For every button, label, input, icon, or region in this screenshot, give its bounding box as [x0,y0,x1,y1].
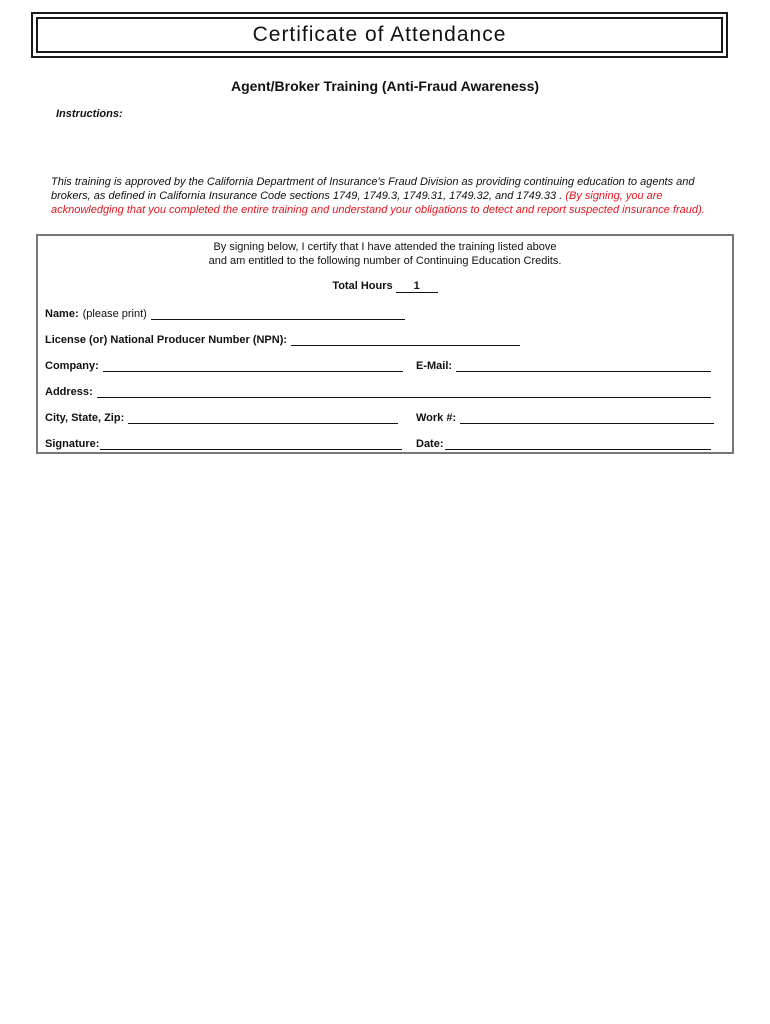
date-input-line[interactable] [445,439,711,450]
city-state-zip-input-line[interactable] [128,413,398,424]
approval-paragraph [51,175,711,217]
work-phone-label: Work #: [416,412,457,424]
address-field-row [45,386,711,398]
signature-input-line[interactable] [100,439,402,450]
license-label: License (or) National Producer Number (NPN): [45,334,288,346]
license-input-line[interactable] [291,335,520,346]
date-label: Date: [416,438,444,450]
license-field-row [45,334,520,346]
attendance-form [36,234,734,454]
signature-label: Signature: [45,438,100,450]
total-hours [38,280,732,293]
total-hours-value: 1 [396,281,438,293]
city-state-zip-label: City, State, Zip: [45,412,125,424]
signature-field-row [45,438,402,450]
email-label: E-Mail: [416,360,453,372]
name-field-row [45,308,405,320]
city-field-row [45,412,398,424]
name-input-line[interactable] [151,309,405,320]
certificate-title-box [31,12,728,58]
name-label: Name: [45,308,79,320]
certification-line-1: By signing below, I certify that I have attended the training listed above [213,241,557,253]
certification-line-2: and am entitled to the following number of Continuing Education Credits. [208,255,562,267]
date-field-row [416,438,711,450]
work-field-row [416,412,714,424]
company-field-row [45,360,403,372]
address-label: Address: [45,386,93,398]
training-subtitle: Agent/Broker Training (Anti-Fraud Awareness) [230,78,540,94]
address-input-line[interactable] [97,387,711,398]
certification-statement [38,240,732,268]
company-input-line[interactable] [103,361,403,372]
work-phone-input-line[interactable] [460,413,714,424]
name-hint: (please print) [82,308,147,320]
certificate-title: Certificate of Attendance [252,23,507,46]
email-input-line[interactable] [456,361,711,372]
instructions-label: Instructions: [56,108,123,120]
email-field-row [416,360,711,372]
company-label: Company: [45,360,99,372]
acknowledgement-text: (By signing, you are acknowledging that you completed the entire training and understand your obligations to detect and report suspected insurance fraud). [51,190,705,216]
approval-text: This training is approved by the California Department of Insurance's Fraud Division as providing continuing education to agents and brokers, as defined in California Insurance Code sections 1749, 1749.3, 1749.31, 1749.32, and 1749.33 . [51,176,695,202]
total-hours-label: Total Hours [332,280,393,292]
